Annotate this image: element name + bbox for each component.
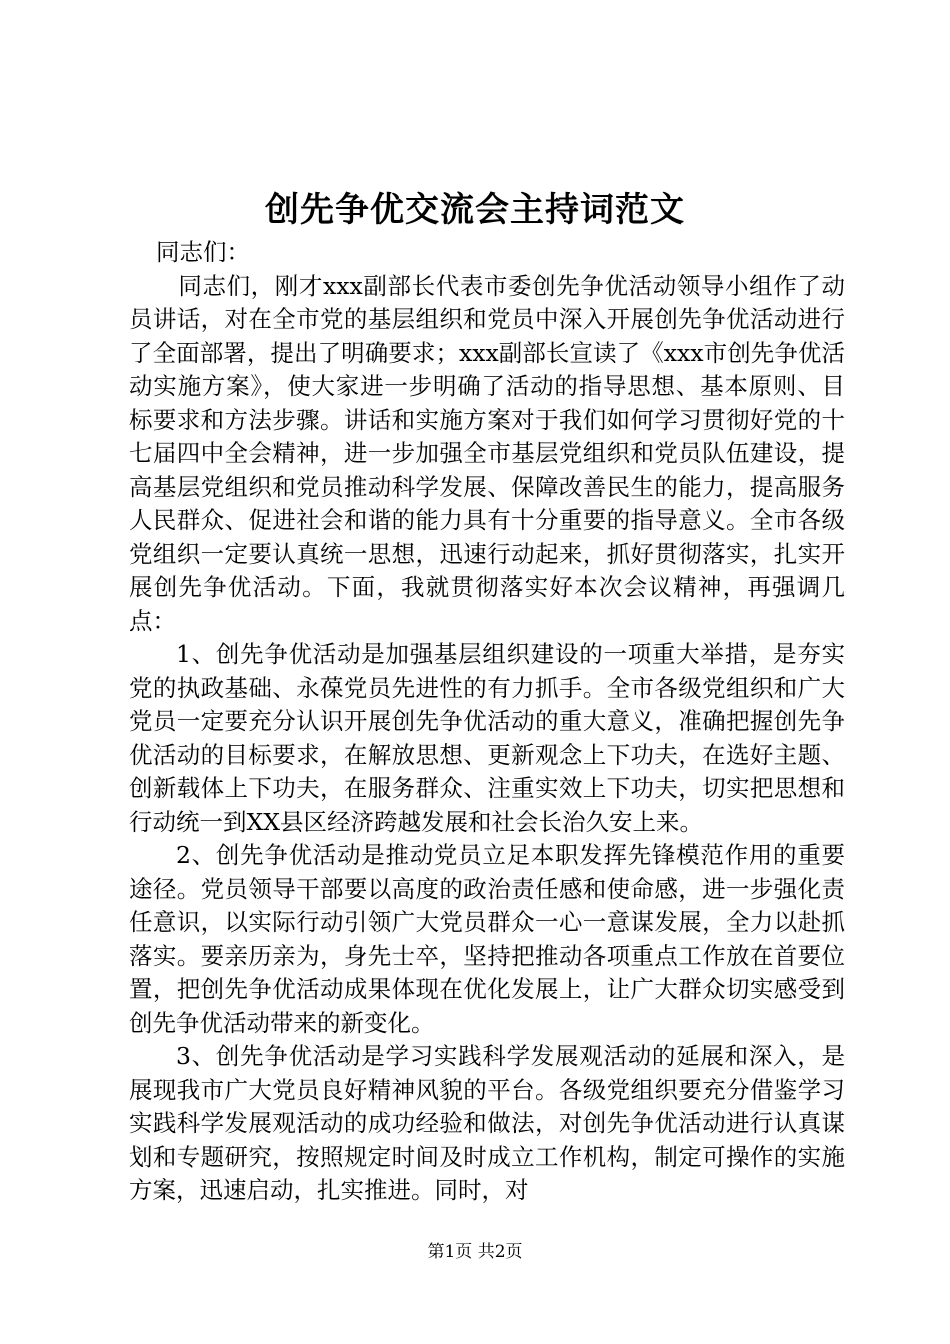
paragraph-intro: 同志们，刚才xxx副部长代表市委创先争优活动领导小组作了动员讲话，对在全市党的基层组织和党员中深入开展创先争优活动进行了全面部署，提出了明确要求；xxx副部长宣读了《xxx市创先争优活动实施方案》，使大家进一步明确了活动的指导思想、基本原则、目标要求和方法步骤。讲话和实施方案对于我们如何学习贯彻好党的十七届四中全会精神，进一步加强全市基层党组织和党员队伍建设，提高基层党组织和党员推动科学发展、保障改善民生的能力，提高服务人民群众、促进社会和谐的能力具有十分重要的指导意义。全市各级党组织一定要认真统一思想，迅速行动起来，抓好贯彻落实，扎实开展创先争优活动。下面，我就贯彻落实好本次会议精神，再强调几点： (129, 271, 845, 635)
document-body (129, 236, 845, 1208)
paragraph-point-1: 1、创先争优活动是加强基层组织建设的一项重大举措，是夯实党的执政基础、永葆党员先进性的有力抓手。全市各级党组织和广大党员一定要充分认识开展创先争优活动的重大意义，准确把握创先争优活动的目标要求，在解放思想、更新观念上下功夫，在选好主题、创新载体上下功夫，在服务群众、注重实效上下功夫，切实把思想和行动统一到XX县区经济跨越发展和社会长治久安上来。 (129, 640, 845, 836)
paragraph-point-2: 2、创先争优活动是推动党员立足本职发挥先锋模范作用的重要途径。党员领导干部要以高度的政治责任感和使命感，进一步强化责任意识，以实际行动引领广大党员群众一心一意谋发展，全力以赴抓落实。要亲历亲为，身先士卒，坚持把推动各项重点工作放在首要位置，把创先争优活动成果体现在优化发展上，让广大群众切实感受到创先争优活动带来的新变化。 (129, 841, 845, 1037)
document-title: 创先争优交流会主持词范文 (265, 190, 685, 230)
paragraph-point-3: 3、创先争优活动是学习实践科学发展观活动的延展和深入，是展现我市广大党员良好精神风貌的平台。各级党组织要充分借鉴学习实践科学发展观活动的成功经验和做法，对创先争优活动进行认真谋划和专题研究，按照规定时间及时成立工作机构，制定可操作的实施方案，迅速启动，扎实推进。同时，对 (129, 1042, 845, 1204)
page-number-footer: 第1页 共2页 (427, 1242, 523, 1262)
salutation: 同志们： (156, 238, 251, 266)
